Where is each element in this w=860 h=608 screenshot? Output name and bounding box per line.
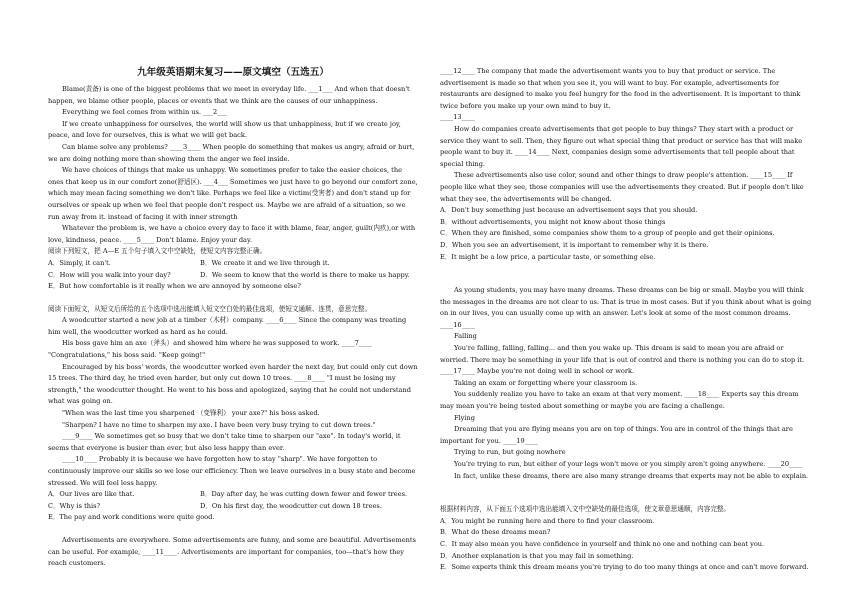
passage-4-paragraph: You're trying to run, but either of your legs won't move or you simply aren't going anywhere. ____20____ [454,460,803,468]
passage-2-paragraph: ____10____ Probably it is because we have forgotten how to stay "sharp". We have forgotten to continuously improve our skills so we lose our efficiency. Then we leave ourselves in a busy state and become stressed. We will feel less happy. [48,455,416,487]
passage-3-paragraph: Advertisements are everywhere. Some advertisements are funny, and some are beautiful. Advertisements can be useful. For example, ____11____. Advertisements are important for companies, too—that's how they reach customers. [48,535,416,568]
passage-1-paragraph: Everything we feel comes from within us. ___2___ [62,108,228,117]
option-e: E．The pay and work conditions were quite good. [48,513,215,522]
passage-4-heading: Trying to run, but going nowhere [454,448,566,457]
option-d: D．On his first day, the woodcutter cut down 18 trees. [200,501,382,510]
passage-2-paragraph: His boss gave him an axe（斧头）and showed him where he was supposed to work. ____7____ "Congratulations," his boss said. "Keep going!" [48,339,372,360]
passage-3-paragraph: How do companies create advertisements that get people to buy things? They start with a product or service they want to sell. Then, they figure out what special thing that product or service has that will make people want to buy it. ____14____ Next, companies design some advertisements that tell people about that special thing. [440,124,803,168]
passage-1-paragraph: We have choices of things that make us unhappy. We sometimes prefer to take the easier choices, the ones that keep us in our comfort zone(舒适区). ___4___ Sometimes we just have to go beyond our comfort zone, which may mean facing something we don't like. Perhaps we feel like a victim(受害者) and don't stand up for ourselves or speak up when we feel that people don't respect us. Maybe we are afraid of a situation, so we run away from it. instead of facing it with inner strength [48,166,418,221]
passage-2-paragraph: A woodcutter started a new job at a timber（木材）company. ____6____ Since the company was treating him well, the woodcutter worked as hard as he could. [48,316,407,336]
left-column [48,66,418,570]
option-b: B．Day after day, he was cutting down fewer and fewer trees. [200,490,408,499]
passage-4-questions [440,504,813,574]
passage-4 [440,285,813,482]
option-a: A．You might be running here and there to find your classroom. [440,516,655,525]
option-e: E．Some experts think this dream means you're trying to do too many things at once and can't move forward. [440,563,809,572]
passage-1 [48,84,418,293]
passage-1-paragraph: If we create unhappiness for ourselves, the world will show us that unhappiness, but if we create joy, peace, and love for ourselves, this is what we will get back. [48,119,401,140]
option-e: E．It might be a low price, a particular taste, or something else. [440,252,656,261]
passage-4-heading: Taking an exam or forgetting where your classroom is. [454,378,638,387]
option-d: D．We seem to know that the world is there to make us happy. [200,270,410,279]
option-b: B．What do these dreams mean? [440,528,551,537]
passage-3-start [48,535,418,570]
right-column [440,66,813,574]
option-c: C．Why is this? [48,501,100,510]
passage-4-paragraph: Dreaming that you are flying means you are on top of things. You are in control of the things that are important for you. ____19____ [440,425,793,445]
passage-4-paragraph: You're falling, falling, falling... and then you wake up. This dream is said to mean you are afraid or worried. There may be something in your life that is out of control and there is nothing you can do to stop it. ____17____ Maybe you're not doing well in school or work. [440,344,805,376]
passage-3-blank: ____13____ [440,113,475,122]
passage-1-paragraph: Blame(责备) is one of the biggest problems that we meet in everyday life. ___1___ And when that doesn't happen, we blame other people, places or events that we think are the causes of our unhappiness. [48,85,410,105]
passage-4-instruction: 根据材料内容，从下面五个选项中选出能填入文中空缺处的最佳选项，使文章意思通顺，内容完整。 [440,505,731,514]
passage-1-instruction: 阅读下列短文，把 A—E 五个句子填入文中空缺处，使短文内容完整正确。 [48,247,267,256]
option-c: C．It may also mean you have confidence in yourself and think no one and nothing can beat you. [440,539,765,548]
passage-2-options [48,489,418,512]
option-b: B．We create it and we live through it. [200,258,330,267]
passage-4-heading: Falling [454,332,477,341]
passage-2-instruction: 阅读下面短文，从短文后所给的五个选项中选出能填入短文空白处的最佳选项，使短文通顺、连贯，意思完整。 [48,304,372,313]
passage-3-paragraph: These advertisements also use color, sound and other things to draw people's attention. ____15____ If people like what they see, those companies will use the advertisements they created. But if people don't like what they see, the advertisements will be changed. [440,171,804,203]
option-b: B．without advertisements, you might not know about those things [440,217,666,226]
passage-4-paragraph: You suddenly realize you have to take an exam at that very moment. ____18____ Experts say this dream may mean you're being tested about something or maybe you are facing a challenge. [440,390,799,411]
passage-1-paragraph: Whatever the problem is, we have a choice every day to face it with blame, fear, anger, guilt(内疚),or with love, kindness, peace. ____5____ Don't blame. Enjoy your day. [48,224,416,244]
passage-3-paragraph: ____12____ The company that made the advertisement wants you to buy that product or service. The advertisement is made so that when you see it, you will want to buy. For example, advertisements for restaurants are designed to make you feel hungry for the food in the advertisement. It is important to think twice before you make up your own mind to buy it. [440,67,801,110]
passage-4-paragraph: As young students, you may have many dreams. These dreams can be big or small. Maybe you will think the messages in the dreams are not clear to us. That is true in most cases. But if you think about what is going on in our lives, you can usually come up with an answer. Let's look at some of the most common dreams. ____16____ [440,286,812,329]
passage-2-paragraph: "Sharpen? I have no time to sharpen my axe. I have been very busy trying to cut down trees." [62,420,376,429]
option-d: D．Another explanation is that you may fail in something. [440,551,634,560]
passage-4-heading: Flying [454,413,475,422]
option-c: C．When they are finished, some companies show them to a group of people and get their opinions. [440,229,775,238]
passage-2-paragraph: ____9____ We sometimes get so busy that we don't take time to sharpen our "axe". In today's world, it seems that everyone is busier than ever, but also less happy than ever. [48,432,401,452]
option-a: A．Don't buy something just because an advertisement says that you should. [440,206,698,215]
passage-1-paragraph: Can blame solve any problems? ____3____ When people do something that makes us angry, afraid or hurt, we are doing nothing more than showing them the anger we feel inside. [48,142,415,163]
page-title: 九年级英语期末复习——原文填空（五选五） [137,67,329,78]
option-d: D．When you see an advertisement, it is important to remember why it is there. [440,240,709,249]
passage-2-paragraph: "When was the last time you sharpened （变锋利） your axe?" his boss asked. [62,409,320,418]
passage-4-paragraph: In fact, unlike these dreams, there are also many strange dreams that experts may not be able to explain. [454,471,809,480]
passage-1-options [48,258,418,281]
option-c: C．How will you walk into your day? [48,270,171,279]
passage-2 [48,304,418,524]
passage-3-continued [440,66,813,263]
option-e: E．But how comfortable is it really when we are annoyed by someone else? [48,282,301,291]
option-a: A．Simply, it can't. [48,258,111,267]
passage-2-paragraph: Encouraged by his boss' words, the woodcutter worked even harder the next day, but could only cut down 15 trees. The third day, he tried even harder, but only cut down 10 trees. ____8____ "I must be losing my strength," the woodcutter thought. He went to his boss and apologized, saying that he could not understand what was going on. [48,362,418,406]
option-a: A．Our lives are like that. [48,490,135,499]
